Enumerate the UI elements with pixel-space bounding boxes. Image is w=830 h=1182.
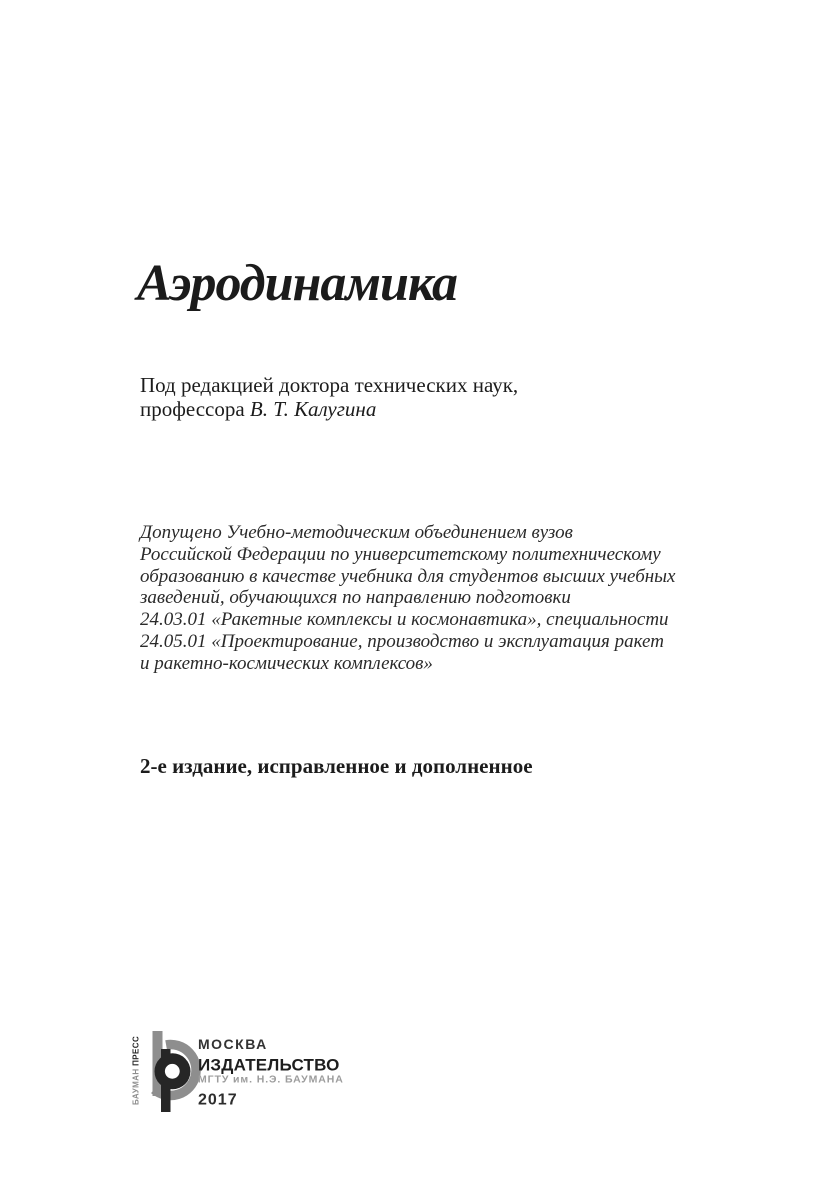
- editor-block: [140, 374, 518, 421]
- approval-line: 24.05.01 «Проектирование, производство и эксплуатация ракет: [140, 630, 664, 652]
- editor-line-2-prefix: профессора: [140, 396, 250, 421]
- approval-line: заведений, обучающихся по направлению подготовки: [140, 587, 571, 609]
- publisher-city: МОСКВА: [198, 1036, 268, 1052]
- approval-line: Российской Федерации по университетскому политехническому: [140, 543, 661, 565]
- approval-line: и ракетно-космических комплексов»: [140, 652, 433, 674]
- logo-p-glyph: [155, 1049, 191, 1112]
- approval-line: 24.03.01 «Ракетные комплексы и космонавтика», специальности: [140, 609, 669, 631]
- editor-name: В. Т. Калугина: [249, 396, 377, 421]
- editor-line-1: Под редакцией доктора технических наук,: [140, 373, 519, 397]
- baumanpress-logo: [128, 1026, 388, 1118]
- publisher-block: [128, 1026, 388, 1123]
- editor-line-2: [140, 398, 518, 422]
- edition-statement: 2-е издание, исправленное и дополненное: [140, 754, 533, 778]
- publisher-name: ИЗДАТЕЛЬСТВО: [198, 1055, 340, 1075]
- approval-line: образованию в качестве учебника для студентов высших учебных: [140, 565, 676, 587]
- publisher-university: МГТУ им. Н.Э. БАУМАНА: [198, 1073, 344, 1086]
- approval-line: Допущено Учебно-методическим объединением вузов: [140, 522, 573, 543]
- logo-vertical-wordmark: БАУМАН ПРЕСС: [131, 1035, 141, 1105]
- book-title: Аэродинамика: [137, 255, 457, 312]
- publisher-year: 2017: [198, 1091, 238, 1109]
- approval-block: [140, 522, 675, 675]
